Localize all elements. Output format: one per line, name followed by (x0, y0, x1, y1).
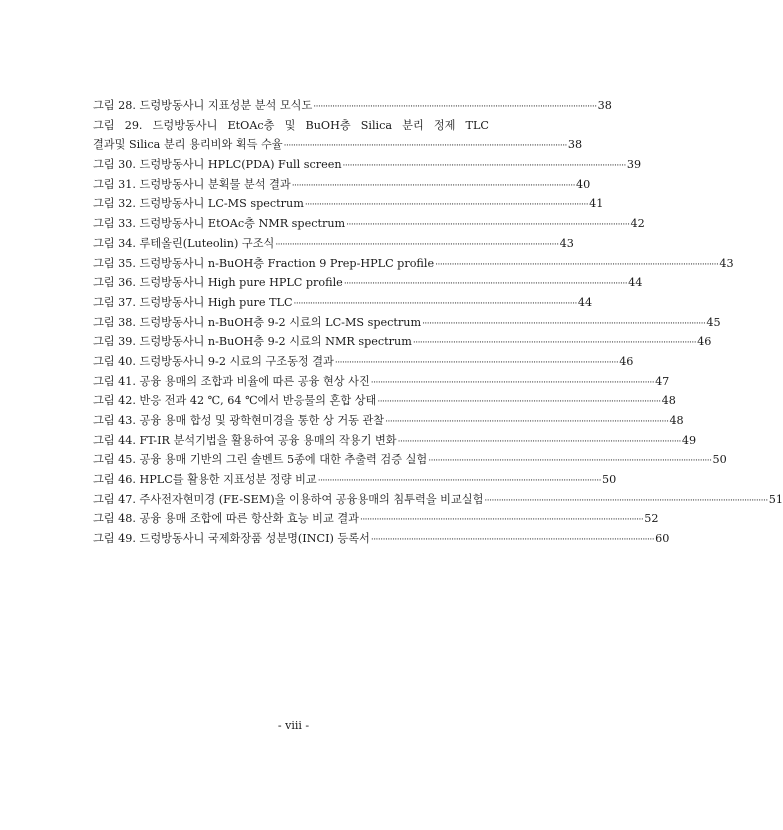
dot-leader: ························································································································ (275, 239, 559, 250)
dot-leader: ························································································································ (317, 476, 602, 487)
table-of-figures (93, 96, 783, 549)
toc-entry-page: 42 (630, 217, 645, 231)
dot-leader: ························································································································ (484, 495, 768, 506)
toc-entry-title: 그림 29. 드렁방동사니 EtOAc층 및 BuOH층 Silica 분리 정제 TLC (93, 118, 489, 132)
toc-entry-title: 그림 40. 드렁방동사니 9-2 시료의 구조동정 결과 (93, 354, 334, 368)
toc-entry-page: 60 (655, 532, 670, 546)
toc-entry-title: 그림 39. 드렁방동사니 n-BuOH층 9-2 시료의 NMR spectrum (93, 335, 412, 349)
toc-entry[interactable] (93, 391, 676, 411)
toc-entry[interactable] (93, 470, 617, 490)
dot-leader: ························································································································ (343, 279, 628, 290)
toc-entry-page: 52 (644, 512, 659, 526)
dot-leader: ························································································································ (385, 417, 669, 427)
toc-entry-title: 그림 47. 주사전자현미경 (FE-SEM)을 이용하여 공융용매의 침투력을 비교실험 (93, 492, 484, 506)
toc-entry-title: 그림 35. 드렁방동사니 n-BuOH층 Fraction 9 Prep-HPLC profile (93, 256, 435, 270)
toc-entry[interactable] (93, 194, 604, 214)
toc-entry-title: 그림 37. 드렁방동사니 High pure TLC (93, 295, 293, 309)
toc-entry-title: 그림 38. 드렁방동사니 n-BuOH층 9-2 시료의 LC-MS spectrum (93, 315, 422, 329)
toc-entry[interactable] (93, 175, 591, 195)
dot-leader: ························································································································ (313, 102, 597, 112)
toc-entry-page: 51 (768, 492, 783, 506)
dot-leader: ························································································································ (370, 377, 655, 388)
toc-entry-page: 43 (559, 236, 574, 250)
toc-entry[interactable] (93, 214, 645, 234)
toc-entry[interactable] (93, 273, 643, 293)
toc-entry-page: 38 (597, 99, 612, 112)
toc-entry-title: 그림 46. HPLC를 활용한 지표성분 정량 비교 (93, 473, 317, 487)
dot-leader: ························································································································ (304, 200, 589, 211)
dot-leader: ························································································································ (412, 338, 697, 349)
toc-entry-title: 그림 30. 드렁방동사니 HPLC(PDA) Full screen (93, 158, 342, 172)
toc-entry[interactable] (93, 529, 670, 549)
toc-entry-page: 43 (719, 256, 734, 270)
toc-entry[interactable] (93, 411, 684, 431)
dot-leader: ························································································································ (377, 397, 661, 408)
toc-entry[interactable] (93, 490, 783, 510)
toc-entry-title: 그림 49. 드렁방동사니 국제화장품 성분명(INCI) 등록서 (93, 532, 370, 546)
toc-entry-title: 그림 42. 반응 전과 42 ℃, 64 ℃에서 반응물의 혼합 상태 (93, 394, 377, 408)
toc-entry[interactable] (93, 509, 659, 529)
toc-entry-page: 44 (577, 295, 593, 309)
toc-entry[interactable] (93, 155, 642, 175)
dot-leader: ························································································································ (370, 535, 655, 546)
toc-entry[interactable] (93, 332, 712, 352)
dot-leader: ························································································································ (346, 220, 630, 231)
toc-entry-title: 그림 48. 공융 용매 조합에 따른 항산화 효능 비교 결과 (93, 512, 359, 526)
dot-leader: ························································································································ (293, 298, 577, 309)
dot-leader: ························································································································ (359, 515, 644, 526)
dot-leader: ························································································································ (334, 357, 619, 368)
dot-leader: ························································································································ (435, 259, 719, 270)
toc-entry-page: 38 (567, 138, 583, 152)
toc-entry-page: 49 (681, 433, 697, 447)
toc-entry[interactable] (93, 450, 727, 470)
toc-entry-title: 그림 33. 드렁방동사니 EtOAc층 NMR spectrum (93, 217, 346, 231)
toc-entry[interactable] (93, 372, 670, 392)
toc-entry-page: 46 (619, 354, 634, 368)
toc-entry[interactable] (93, 234, 574, 254)
toc-entry-page: 50 (712, 453, 727, 467)
toc-entry-title: 그림 41. 공융 용매의 조합과 비율에 따른 공융 현상 사진 (93, 374, 370, 388)
toc-entry-continuation[interactable] (93, 135, 583, 155)
toc-entry-title: 그림 36. 드렁방동사니 High pure HPLC profile (93, 276, 343, 290)
toc-entry-title: 결과및 Silica 분리 용리비와 획득 수율 (93, 138, 283, 152)
toc-entry-page: 39 (626, 158, 642, 172)
toc-entry-title: 그림 28. 드렁방동사니 지표성분 분석 모식도 (93, 99, 313, 112)
dot-leader: ························································································································ (291, 180, 575, 191)
toc-entry[interactable] (93, 431, 697, 451)
toc-entry-title: 그림 45. 공융 용매 기반의 그린 솔벤트 5종에 대한 추출력 검증 실험 (93, 453, 428, 467)
toc-entry-page: 40 (576, 177, 591, 191)
toc-entry-page: 48 (661, 394, 676, 408)
toc-entry-page: 45 (706, 315, 721, 329)
toc-entry-title: 그림 43. 공융 용매 합성 및 광학현미경을 통한 상 거동 관찰 (93, 414, 385, 427)
toc-entry-page: 41 (589, 197, 604, 211)
dot-leader: ························································································································ (342, 161, 626, 172)
toc-entry[interactable] (93, 96, 612, 116)
toc-entry-page: 50 (602, 473, 617, 487)
toc-entry[interactable] (93, 352, 634, 372)
toc-entry-page: 47 (655, 374, 670, 388)
dot-leader: ························································································································ (428, 456, 712, 467)
toc-entry-page: 44 (628, 276, 643, 290)
page-number-footer: - viii - (277, 719, 310, 732)
toc-entry-page: 48 (669, 414, 684, 427)
toc-entry-title: 그림 31. 드렁방동사니 분획물 분석 결과 (93, 177, 291, 191)
toc-entry[interactable] (93, 313, 721, 333)
toc-entry[interactable] (93, 116, 489, 136)
dot-leader: ························································································································ (283, 141, 567, 152)
toc-entry-page: 46 (697, 335, 712, 349)
toc-entry[interactable] (93, 254, 734, 274)
toc-entry[interactable] (93, 293, 593, 313)
toc-entry-title: 그림 34. 루테올린(Luteolin) 구조식 (93, 236, 275, 250)
dot-leader: ························································································································ (397, 436, 681, 447)
dot-leader: ························································································································ (422, 318, 706, 329)
toc-entry-title: 그림 32. 드렁방동사니 LC-MS spectrum (93, 197, 304, 211)
toc-entry-title: 그림 44. FT-IR 분석기법을 활용하여 공융 용매의 작용기 변화 (93, 433, 397, 447)
